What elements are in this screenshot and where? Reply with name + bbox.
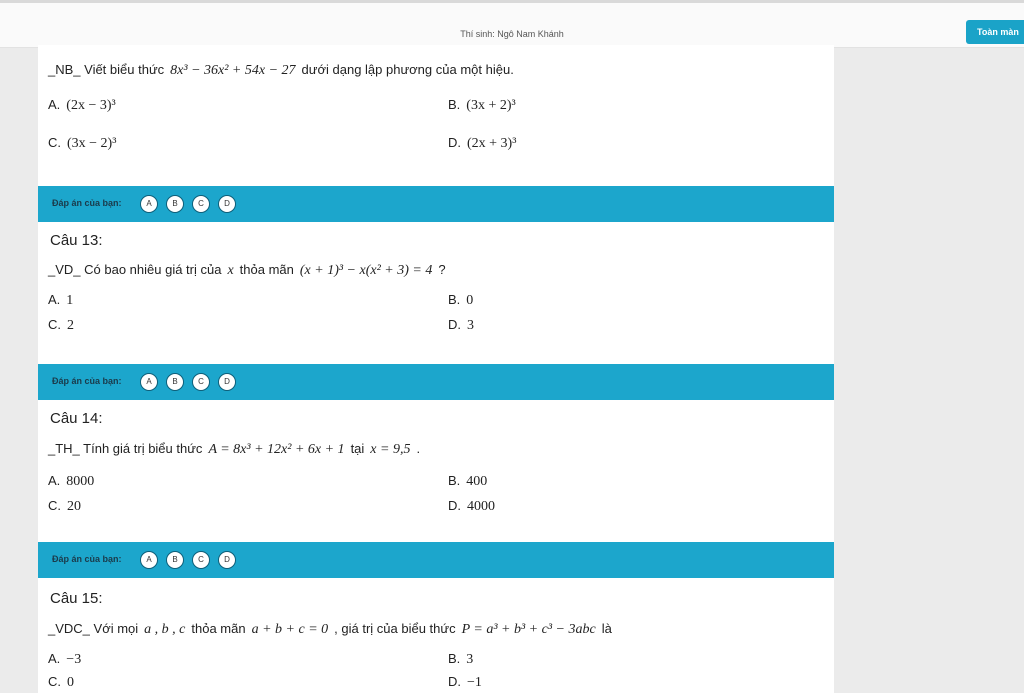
top-bar [0,0,1024,48]
option-b: B. 400 [448,473,488,489]
choice-b-button[interactable]: B [166,551,184,569]
question-title: Câu 15: [50,590,103,607]
choice-c-button[interactable]: C [192,195,210,213]
option-d: D. 3 [448,317,474,333]
stem-text: dưới dạng lập phương của một hiệu. [301,62,514,77]
candidate-name: Thí sinh: Ngô Nam Khánh [460,29,564,39]
option-a: A. 8000 [48,473,95,489]
fullscreen-button[interactable]: Toàn màn [966,20,1024,44]
choice-d-button[interactable]: D [218,195,236,213]
option-b: B. 3 [448,651,474,667]
question-stem: _VDC_ Với mọi a , b , c thỏa mãn a + b + c = 0 , giá trị của biểu thức P = a³ + b³ + c³ − 3abc là [48,621,612,637]
choice-d-button[interactable]: D [218,373,236,391]
option-c: C. 0 [48,674,74,690]
option-a: A. 1 [48,292,74,308]
option-b: B. 0 [448,292,474,308]
answer-label: Đáp án của bạn: [52,376,122,386]
answer-bar-12 [38,186,834,222]
choice-a-button[interactable]: A [140,551,158,569]
option-d: D. −1 [448,674,482,690]
option-c: C. (3x − 2)³ [48,135,117,151]
choice-a-button[interactable]: A [140,373,158,391]
stem-text: _NB_ Viết biểu thức [48,62,165,77]
option-a: A. −3 [48,651,82,667]
exam-content [38,45,834,693]
choice-b-button[interactable]: B [166,195,184,213]
choice-c-button[interactable]: C [192,373,210,391]
answer-bar-14 [38,542,834,578]
option-a: A. (2x − 3)³ [48,97,116,113]
choice-b-button[interactable]: B [166,373,184,391]
answer-bar-13 [38,364,834,400]
question-stem: _TH_ Tính giá trị biểu thức A = 8x³ + 12x² + 6x + 1 tại x = 9,5 . [48,441,421,457]
option-d: D. (2x + 3)³ [448,135,517,151]
option-b: B. (3x + 2)³ [448,97,516,113]
choice-d-button[interactable]: D [218,551,236,569]
choice-c-button[interactable]: C [192,551,210,569]
question-title: Câu 14: [50,410,103,427]
choice-a-button[interactable]: A [140,195,158,213]
answer-label: Đáp án của bạn: [52,554,122,564]
question-stem: _VD_ Có bao nhiêu giá trị của x thỏa mãn (x + 1)³ − x(x² + 3) = 4 ? [48,262,446,278]
question-title: Câu 13: [50,232,103,249]
option-c: C. 2 [48,317,74,333]
math-expression: 8x³ − 36x² + 54x − 27 [170,63,296,78]
question-stem [48,62,514,79]
option-d: D. 4000 [448,498,495,514]
option-c: C. 20 [48,498,81,514]
answer-label: Đáp án của bạn: [52,198,122,208]
